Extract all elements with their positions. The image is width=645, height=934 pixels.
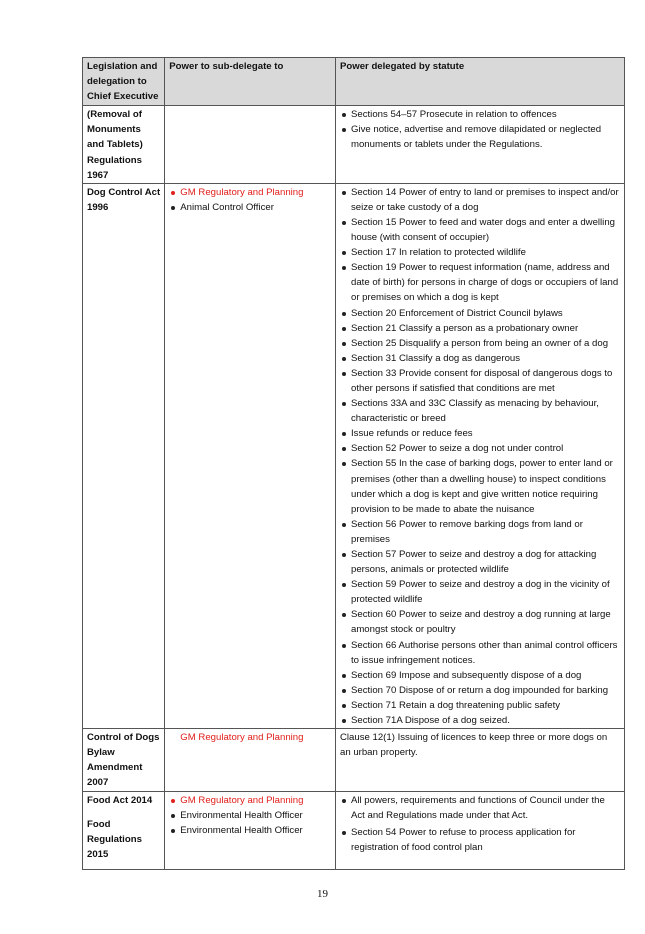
subdelegate-cell xyxy=(165,106,336,183)
list-item: Section 66 Authorise persons other than animal control officers to issue infringement notices. xyxy=(340,638,620,668)
power-list xyxy=(340,793,620,823)
delegation-table xyxy=(82,57,625,870)
list-item: Section 19 Power to request information (name, address and date of birth) for persons in charge of dogs or occupiers of land or premises on which a dog is kept xyxy=(340,260,620,305)
list-item: Section 33 Provide consent for disposal of dangerous dogs to other persons if satisfied that conditions are met xyxy=(340,366,620,396)
list-item: Give notice, advertise and remove dilapidated or neglected monuments or tablets under the Regulations. xyxy=(340,122,620,152)
page-number: 19 xyxy=(317,888,328,900)
list-item: Section 17 In relation to protected wildlife xyxy=(340,245,620,260)
header-subdelegate: Power to sub-delegate to xyxy=(165,58,336,106)
list-item: Section 57 Power to seize and destroy a dog for attacking persons, animals or protected wildlife xyxy=(340,547,620,577)
subdelegate-text: GM Regulatory and Planning xyxy=(180,732,304,744)
list-item: All powers, requirements and functions of Council under the Act and Regulations made under that Act. xyxy=(340,793,620,823)
list-item: Section 52 Power to seize a dog not under control xyxy=(340,441,620,456)
table-row xyxy=(83,791,625,869)
list-item: Sections 54–57 Prosecute in relation to offences xyxy=(340,107,620,122)
power-cell xyxy=(335,791,624,869)
list-item: Section 55 In the case of barking dogs, power to enter land or premises (other than a dwelling house) to inspect conditions under which a dog is kept and give written notice requiring provision to be made to abate the nuisance xyxy=(340,456,620,516)
list-item: Section 20 Enforcement of District Council bylaws xyxy=(340,306,620,321)
power-cell xyxy=(335,729,624,791)
list-item: Environmental Health Officer xyxy=(169,808,331,823)
power-text: Clause 12(1) Issuing of licences to keep three or more dogs on an urban property. xyxy=(339,732,608,759)
table-header-row xyxy=(83,58,625,106)
list-item: Sections 33A and 33C Classify as menacing by behaviour, characteristic or breed xyxy=(340,396,620,426)
list-item: Section 60 Power to seize and destroy a dog running at large amongst stock or poultry xyxy=(340,607,620,637)
header-power: Power delegated by statute xyxy=(335,58,624,106)
spacer xyxy=(87,808,160,817)
list-item: Issue refunds or reduce fees xyxy=(340,426,620,441)
list-item: GM Regulatory and Planning xyxy=(169,185,331,200)
subdelegate-cell xyxy=(165,729,336,791)
subdelegate-list xyxy=(169,185,331,215)
list-item: Section 71 Retain a dog threatening public safety xyxy=(340,698,620,713)
header-legislation: Legislation and delegation to Chief Executive xyxy=(83,58,165,106)
power-list xyxy=(340,825,620,869)
list-item: GM Regulatory and Planning xyxy=(169,793,331,808)
list-item: Section 31 Classify a dog as dangerous xyxy=(340,351,620,366)
subdelegate-list xyxy=(169,793,331,823)
legislation-cell xyxy=(83,791,165,869)
table-row xyxy=(83,106,625,183)
list-item: Section 70 Dispose of or return a dog impounded for barking xyxy=(340,683,620,698)
list-item: Environmental Health Officer xyxy=(169,823,331,838)
subdelegate-cell xyxy=(165,183,336,728)
power-list xyxy=(340,185,620,728)
list-item: Section 59 Power to seize and destroy a dog in the vicinity of protected wildlife xyxy=(340,577,620,607)
power-list xyxy=(340,107,620,152)
legislation-cell: (Removal of Monuments and Tablets) Regulations 1967 xyxy=(83,106,165,183)
subdelegate-cell xyxy=(165,791,336,869)
table-row xyxy=(83,183,625,728)
list-item: Section 56 Power to remove barking dogs from land or premises xyxy=(340,517,620,547)
list-item: Section 21 Classify a person as a probationary owner xyxy=(340,321,620,336)
list-item: Animal Control Officer xyxy=(169,200,331,215)
list-item: Section 14 Power of entry to land or premises to inspect and/or seize or take custody of a dog xyxy=(340,185,620,215)
power-cell xyxy=(335,106,624,183)
list-item: Section 69 Impose and subsequently dispose of a dog xyxy=(340,668,620,683)
list-item: Section 54 Power to refuse to process application for registration of food control plan xyxy=(340,825,620,855)
table-row xyxy=(83,729,625,791)
list-item: Section 25 Disqualify a person from being an owner of a dog xyxy=(340,336,620,351)
legislation-food-regulations: Food Regulations 2015 xyxy=(87,818,142,860)
legislation-food-act: Food Act 2014 xyxy=(87,794,153,806)
legislation-cell: Dog Control Act 1996 xyxy=(83,183,165,728)
subdelegate-list xyxy=(169,823,331,838)
list-item: Section 71A Dispose of a dog seized. xyxy=(340,713,620,728)
power-cell xyxy=(335,183,624,728)
legislation-cell: Control of Dogs Bylaw Amendment 2007 xyxy=(83,729,165,791)
list-item: Section 15 Power to feed and water dogs and enter a dwelling house (with consent of occupier) xyxy=(340,215,620,245)
